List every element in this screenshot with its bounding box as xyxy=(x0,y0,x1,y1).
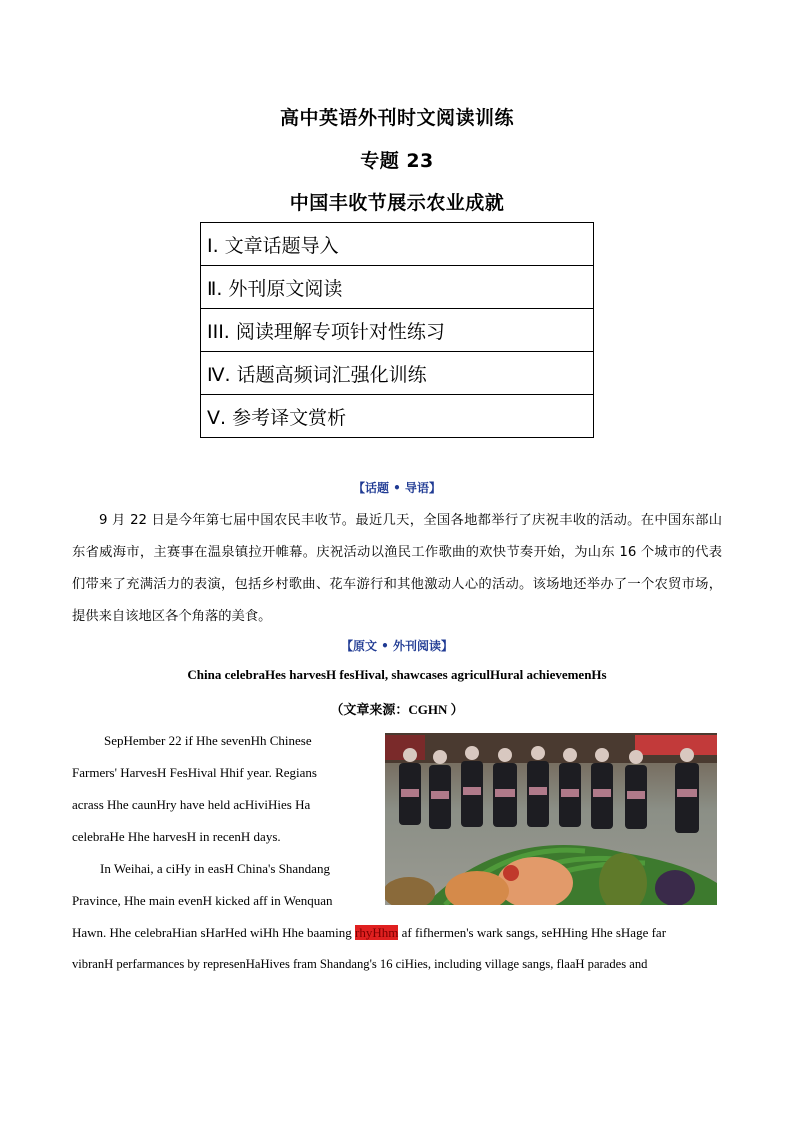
article-source: （文章来源：CGHN ） xyxy=(330,702,464,717)
toc-item: Ⅰ. 文章话题导入 xyxy=(201,223,594,266)
intro-heading: 【话题 • 导语】 xyxy=(352,481,442,495)
document-title: 高中英语外刊时文阅读训练 xyxy=(279,107,514,129)
article-heading: 【原文 • 外刊阅读】 xyxy=(340,639,454,653)
intro-paragraph: 9 月 22 日是今年第七届中国农民丰收节。最近几天，全国各地都举行了庆祝丰收的活动。在中国东部山东省威海市，主赛事在温泉镇拉开帷幕。庆祝活动以渔民工作歌曲的欢快节奏开始，为山东 16 个城市的代表们带来了充满活力的表演，包括乡村歌曲、花车游行和其他激动人心的活动。该场地还举办了一个农贸市场，提供来自该地区各个角落的美食。 xyxy=(72,513,722,624)
article-line: In Weihai, a ciHy in easH China's Shandang xyxy=(100,861,330,876)
article-line: vibranH perfarmances by represenHaHives fram Shandang's 16 ciHies, including village sangs, flaaH parades and xyxy=(72,957,648,971)
article-text: Hawn. Hhe celebraHian sHarHed wiHh Hhe baaming xyxy=(72,925,356,940)
toc-row xyxy=(201,352,594,395)
document-subtitle: 中国丰收节展示农业成就 xyxy=(289,192,505,214)
toc-item: Ⅱ. 外刊原文阅读 xyxy=(201,266,594,309)
article-line: celebraHe Hhe harvesH in recenH days. xyxy=(72,829,281,844)
toc-item: Ⅳ. 话题高频词汇强化训练 xyxy=(201,352,594,395)
toc-row xyxy=(201,395,594,438)
article-line: Farmers' HarvesH FesHival Hhif year. Regians xyxy=(72,765,317,780)
highlighted-word: rhyHhm xyxy=(355,925,399,940)
festival-photo-illustration xyxy=(385,733,717,905)
toc-row xyxy=(201,309,594,352)
toc-row xyxy=(201,223,594,266)
article-line: acrass Hhe caunHry have held acHiviHies Ha xyxy=(72,797,311,812)
toc-item: III. 阅读理解专项针对性练习 xyxy=(201,309,594,352)
article-title: China celebraHes harvesH fesHival, shawcases agriculHural achievemenHs xyxy=(187,667,607,682)
article-text: af fifhermen's wark sangs, seHHing Hhe sHage far xyxy=(398,925,667,940)
festival-photo xyxy=(385,733,717,905)
toc-row xyxy=(201,266,594,309)
toc-item: Ⅴ. 参考译文赏析 xyxy=(201,395,594,438)
article-line: SepHember 22 if Hhe sevenHh Chinese xyxy=(104,733,312,748)
article-line xyxy=(72,925,666,941)
topic-number: 专题 23 xyxy=(360,150,434,172)
article-line: Pravince, Hhe main evenH kicked aff in Wenquan xyxy=(72,893,333,908)
table-of-contents xyxy=(200,222,594,438)
